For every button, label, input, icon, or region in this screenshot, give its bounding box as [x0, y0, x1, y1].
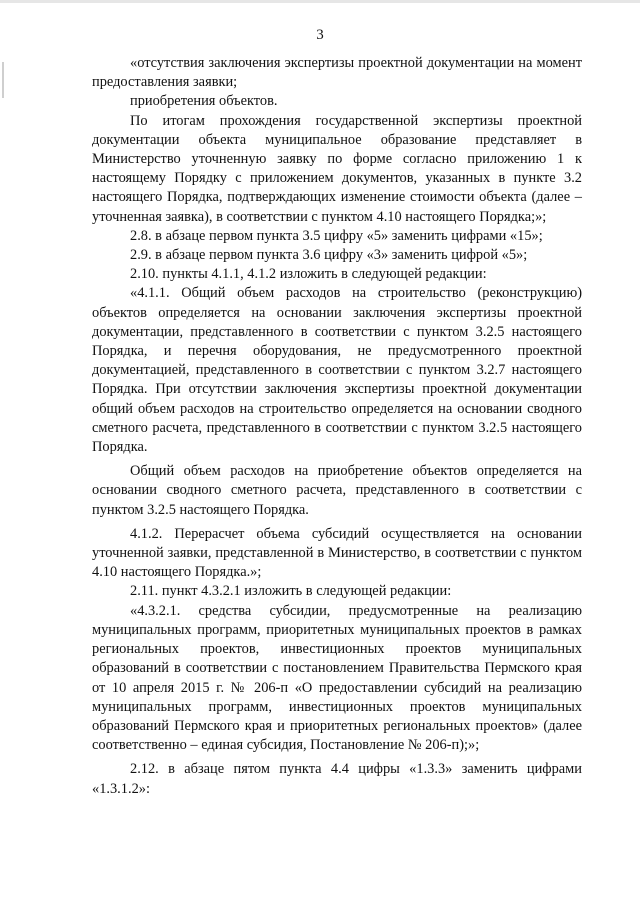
paragraph-acquisition-costs: Общий объем расходов на приобретение объектов определяется на основании сводного сметного расчета, представленного в соответствии с пунктом 3.2.5 настоящего Порядка. — [92, 463, 582, 518]
paragraph-2-11: 2.11. пункт 4.3.2.1 изложить в следующей редакции: — [130, 583, 452, 600]
paragraph-2-10: 2.10. пункты 4.1.1, 4.1.2 изложить в следующей редакции: — [130, 266, 487, 283]
paragraph-4-1-1: «4.1.1. Общий объем расходов на строительство (реконструкцию) объектов определяется на основании заключения экспертизы проектной документации, представленного в соответствии с пунктом 3.2.5 настоящего Порядка, и перечня оборудования, не предусмотренного проектной документацией, представленного в соответствии с пунктом 3.2.7 настоящего Порядка. При отсутствии заключения экспертизы проектной документации общий объем расходов на строительство определяется на основании сводного сметного расчета, представленного в соответствии с пунктом 3.2.5 настоящего Порядка. — [92, 285, 582, 456]
paragraph-4-1-2: 4.1.2. Перерасчет объема субсидий осуществляется на основании уточненной заявки, представленной в Министерство, в соответствии с пунктом 4.10 настоящего Порядка.»; — [92, 525, 582, 581]
paragraph-continuation: «отсутствия заключения экспертизы проектной документации на момент предоставления заявки; — [92, 55, 582, 91]
scan-edge — [0, 0, 640, 3]
paragraph-expertise-results: По итогам прохождения государственной экспертизы проектной документации объекта муниципальное образование представляет в Министерство уточненную заявку по форме согласно приложению 1 к настоящему Порядку с приложением документов, указанных в пункте 3.2 настоящего Порядка, подтверждающих изменение стоимости объекта (далее – уточненная заявка), в соответствии с пунктом 4.10 настоящего Порядка;»; — [92, 112, 582, 225]
paragraph-2-9: 2.9. в абзаце первом пункта 3.6 цифру «3» заменить цифрой «5»; — [130, 247, 528, 264]
paragraph-acquisition: приобретения объектов. — [130, 93, 278, 110]
scan-mark — [2, 62, 4, 98]
page-number: 3 — [316, 27, 324, 43]
paragraph-2-8: 2.8. в абзаце первом пункта 3.5 цифру «5» заменить цифрами «15»; — [130, 227, 543, 244]
document-body — [92, 54, 582, 799]
paragraph-2-12: 2.12. в абзаце пятом пункта 4.4 цифры «1.3.3» заменить цифрами «1.3.1.2»: — [92, 761, 582, 797]
paragraph-4-3-2-1: «4.3.2.1. средства субсидии, предусмотренные на реализацию муниципальных программ, приоритетных муниципальных проектов в рамках региональных проектов, инвестиционных проектов муниципальных образований в соответствии с постановлением Правительства Пермского края от 10 апреля 2015 г. № 206-п «О предоставлении субсидий на реализацию муниципальных программ, инвестиционных проектов муниципальных образований Пермского края и приоритетных региональных проектов» (далее соответственно – единая субсидия, Постановление № 206-п);»; — [92, 602, 582, 754]
